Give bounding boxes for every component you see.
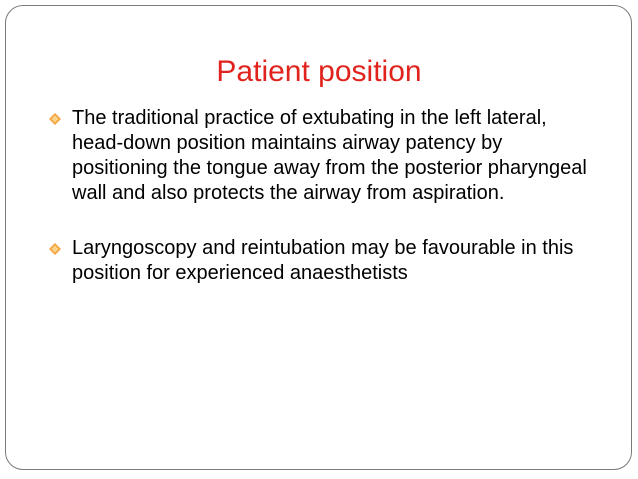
bullet-text: The traditional practice of extubating in the left lateral, head-down position maintains airway patency by positioning the tongue away from the posterior pharyngeal wall and also protects the airway from aspiration. [72,107,587,204]
diamond-bullet-icon [48,242,62,256]
diamond-bullet-icon [48,112,62,126]
bullet-text: Laryngoscopy and reintubation may be favourable in this position for experienced anaesthetists [72,237,574,284]
bullet-list [72,106,592,316]
slide-title: Patient position [216,55,422,88]
bullet-item [72,236,592,286]
bullet-item [72,106,592,206]
